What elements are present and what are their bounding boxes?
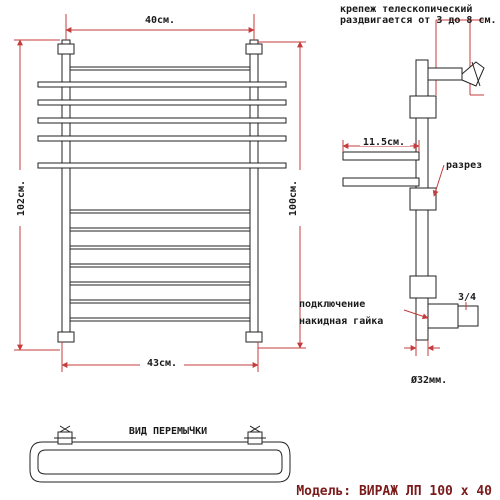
connection-label-2: накидная гайка — [299, 316, 384, 327]
right-height-label: 100см. — [288, 179, 299, 217]
bracket-bottom-left — [58, 332, 74, 342]
side-view — [299, 3, 497, 386]
bracket-top-left — [58, 44, 74, 54]
shelf-section-top — [343, 152, 419, 160]
middle-collar — [410, 188, 436, 210]
jumper-view — [30, 425, 290, 482]
lower-collar — [410, 276, 436, 298]
bracket-top-right — [246, 44, 262, 54]
cut-label: разрез — [446, 160, 483, 171]
thread-label: 3/4 — [458, 292, 477, 303]
jumper-fitting-right — [244, 426, 266, 444]
top-width-label: 40см. — [144, 15, 176, 26]
front-view — [12, 12, 306, 372]
shelf-section-bottom — [343, 178, 419, 186]
telescopic-mount — [428, 68, 462, 80]
shelf-bars — [38, 82, 286, 168]
bottom-width-label: 43см. — [146, 358, 178, 369]
upper-collar — [410, 96, 436, 118]
left-height-label: 102см. — [16, 179, 27, 217]
jumper-view-label: ВИД ПЕРЕМЫЧКИ — [128, 426, 208, 437]
telescopic-note-2: раздвигается от 3 до 8 см. — [340, 15, 497, 26]
model-title: Модель: ВИРАЖ ЛП 100 х 40 — [296, 484, 492, 499]
shelf-depth-label: 11.5см. — [362, 137, 406, 148]
bracket-bottom-right — [246, 332, 262, 342]
connection-label-1: подключение — [299, 299, 366, 310]
jumper-fitting-left — [54, 426, 76, 444]
telescopic-note-1: крепеж телескопический — [340, 4, 473, 15]
pipe-diameter-label: Ø32мм. — [411, 375, 448, 386]
union-nut — [458, 306, 478, 326]
connection-body — [428, 304, 458, 328]
